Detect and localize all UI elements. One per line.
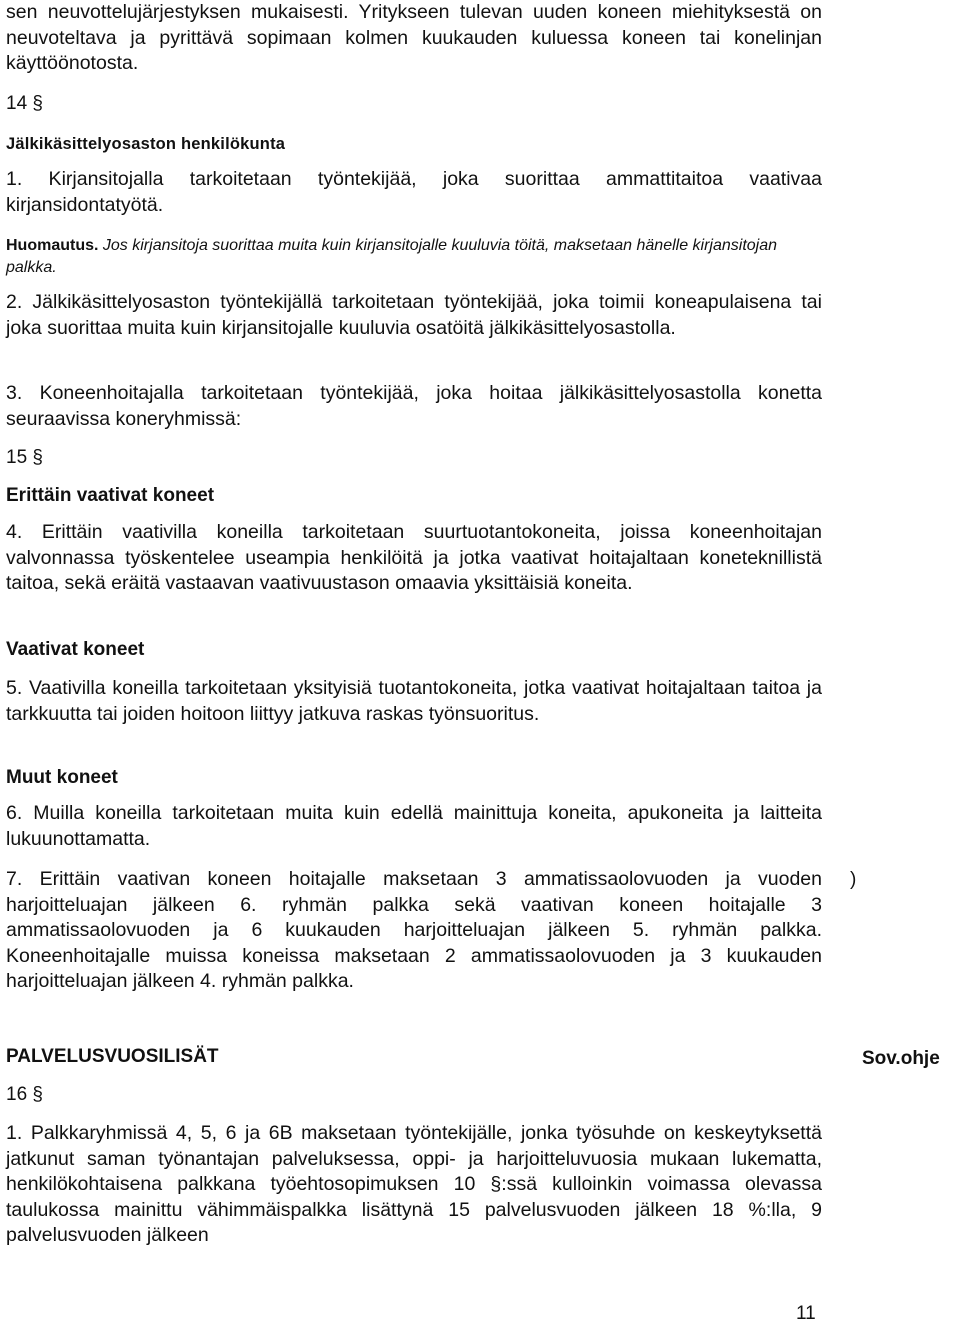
paragraph-2: 2. Jälkikäsittelyosaston työntekijällä tarkoitetaan työntekijää, joka toimii koneapulaisena tai joka suorittaa muita kuin kirjansitojalle kuuluvia osatöitä jälkikäsittelyosastolla. bbox=[6, 291, 822, 339]
section-15-number: 15 § bbox=[6, 447, 43, 468]
service-bonus-heading: PALVELUSVUOSILISÄT bbox=[6, 1046, 219, 1067]
paragraph-1: 1. Kirjansitojalla tarkoitetaan työntekijää, joka suorittaa ammattitaitoa vaativaa kirjansidontatyötä. bbox=[6, 168, 822, 216]
note-paragraph bbox=[6, 235, 822, 279]
paragraph-3: 3. Koneenhoitajalla tarkoitetaan työntekijää, joka hoitaa jälkikäsittelyosastolla konetta seuraavissa koneryhmissä: bbox=[6, 382, 822, 430]
note-text: Jos kirjansitoja suorittaa muita kuin kirjansitojalle kuuluvia töitä, maksetaan hänelle kirjansitojan palkka. bbox=[6, 237, 778, 276]
closing-parenthesis: ) bbox=[850, 869, 857, 890]
staff-heading: Jälkikäsittelyosaston henkilökunta bbox=[6, 135, 286, 153]
paragraph-7: 7. Erittäin vaativan koneen hoitajalle maksetaan 3 ammatissaolovuoden ja vuoden harjoitteluajan jälkeen 6. ryhmän palkka sekä vaativan koneen hoitajalle 3 ammatissaolovuoden ja 6 kuukauden harjoitteluajan jälkeen 5. ryhmän palkka. Koneenhoitajalle muissa koneissa maksetaan 2 ammatissaolovuoden ja 3 kuukauden harjoitteluajan jälkeen 4. ryhmän palkka. bbox=[6, 868, 822, 992]
page-number: 11 bbox=[796, 1303, 816, 1324]
paragraph-4: 4. Erittäin vaativilla koneilla tarkoitetaan suurtuotantokoneita, joissa koneenhoitajan valvonnassa työskentelee useampia henkilöitä ja jotka vaativat hoitajaltaan koneteknillistä taitoa, sekä eräitä vastaavan vaativuustason omaavia yksittäisiä koneita. bbox=[6, 521, 822, 594]
paragraph-5: 5. Vaativilla koneilla tarkoitetaan yksityisiä tuotantokoneita, jotka vaativat hoitajaltaan taitoa ja tarkkuutta tai joiden hoitoon liittyy jatkuva raskas työnsuoritus. bbox=[6, 677, 822, 725]
note-label: Huomautus. bbox=[6, 237, 99, 254]
side-note: Sov.ohje bbox=[862, 1048, 940, 1069]
very-demanding-machines-heading: Erittäin vaativat koneet bbox=[6, 485, 215, 506]
section-14-number: 14 § bbox=[6, 93, 43, 114]
section-16-number: 16 § bbox=[6, 1084, 43, 1105]
demanding-machines-heading: Vaativat koneet bbox=[6, 639, 145, 660]
paragraph-6: 6. Muilla koneilla tarkoitetaan muita kuin edellä mainittuja koneita, apukoneita ja laitteita lukuunottamatta. bbox=[6, 802, 822, 850]
paragraph-8: 1. Palkkaryhmissä 4, 5, 6 ja 6B maksetaan työntekijälle, jonka työsuhde on keskeytyksettä jatkunut saman työnantajan palveluksessa, oppi- ja harjoitteluvuosia mukaan lukematta, henkilökohtaisena palkkana työehtosopimuksen 10 §:ssä kulloinkin voimassa olevassa taulukossa mainittu vähimmäispalkka lisättynä 15 palvelusvuoden jälkeen 18 %:lla, 9 palvelusvuoden jälkeen bbox=[6, 1122, 822, 1246]
intro-paragraph: sen neuvottelujärjestyksen mukaisesti. Yritykseen tulevan uuden koneen miehityksestä on neuvoteltava ja pyrittävä sopimaan kolmen kuukauden kuluessa koneen tai konelinjan käyttöönotosta. bbox=[6, 1, 822, 74]
other-machines-heading: Muut koneet bbox=[6, 767, 118, 788]
